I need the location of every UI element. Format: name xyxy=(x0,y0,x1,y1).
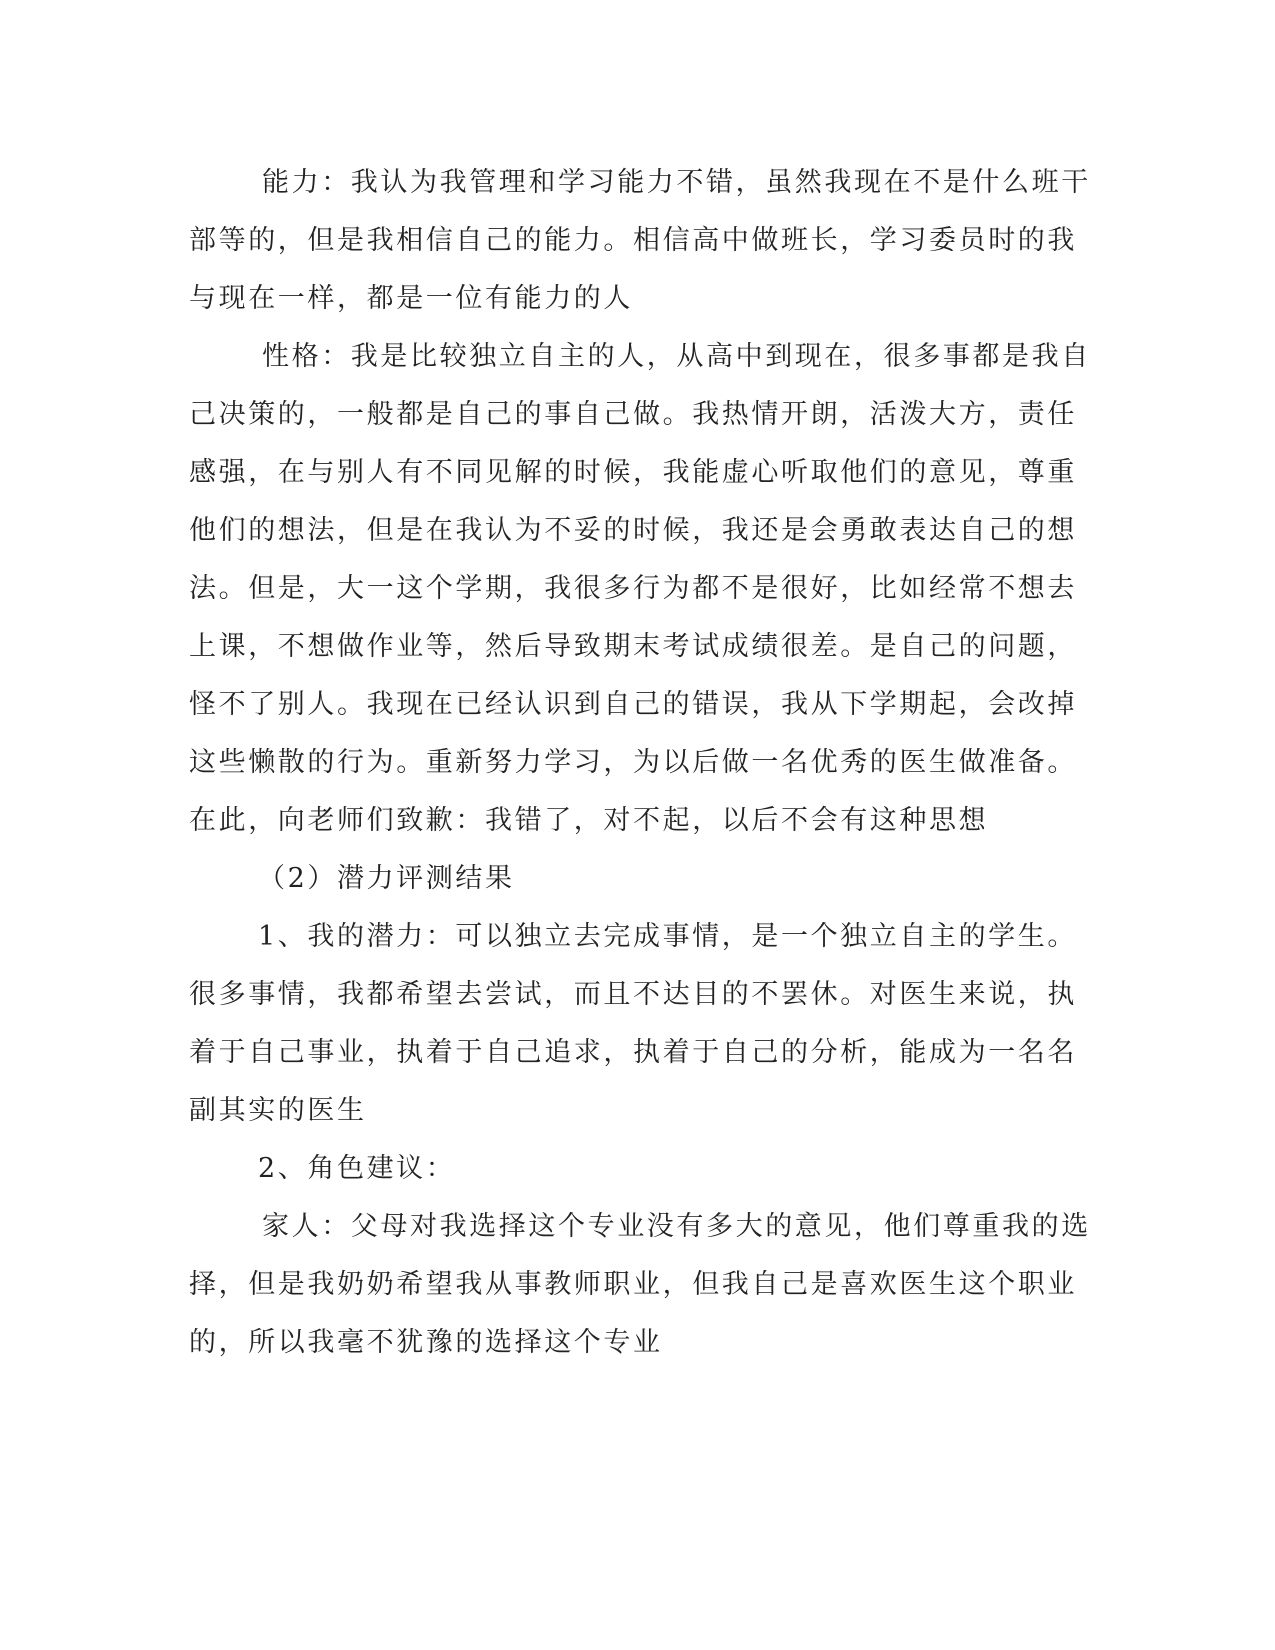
paragraph-personality-line-7: 怪不了别人。我现在已经认识到自己的错误，我从下学期起，会改掉 xyxy=(189,689,1077,720)
paragraph-personality-line-3: 感强，在与别人有不同见解的时候，我能虚心听取他们的意见，尊重 xyxy=(189,457,1077,488)
paragraph-personality-line-2: 己决策的，一般都是自己的事自己做。我热情开朗，活泼大方，责任 xyxy=(189,399,1077,430)
section-heading-potential: （2）潜力评测结果 xyxy=(258,863,515,894)
subheading-role-suggestion: 2、角色建议： xyxy=(258,1153,456,1184)
paragraph-personality-line-6: 上课，不想做作业等，然后导致期末考试成绩很差。是自己的问题， xyxy=(189,631,1077,662)
paragraph-family-line-1: 家人：父母对我选择这个专业没有多大的意见，他们尊重我的选 xyxy=(262,1211,1091,1242)
paragraph-personality-line-9: 在此，向老师们致歉：我错了，对不起，以后不会有这种思想 xyxy=(189,805,989,836)
paragraph-personality-line-1: 性格：我是比较独立自主的人，从高中到现在，很多事都是我自 xyxy=(262,341,1091,372)
paragraph-potential-line-3: 着于自己事业，执着于自己追求，执着于自己的分析，能成为一名名 xyxy=(189,1037,1077,1068)
paragraph-potential-line-1: 1、我的潜力：可以独立去完成事情，是一个独立自主的学生。 xyxy=(258,921,1077,952)
paragraph-personality-line-5: 法。但是，大一这个学期，我很多行为都不是很好，比如经常不想去 xyxy=(189,573,1077,604)
paragraph-personality-line-8: 这些懒散的行为。重新努力学习，为以后做一名优秀的医生做准备。 xyxy=(189,747,1077,778)
paragraph-family-line-2: 择，但是我奶奶希望我从事教师职业，但我自己是喜欢医生这个职业 xyxy=(189,1269,1077,1300)
paragraph-ability-line-3: 与现在一样，都是一位有能力的人 xyxy=(189,283,633,314)
paragraph-potential-line-4: 副其实的医生 xyxy=(189,1095,367,1126)
paragraph-ability-line-2: 部等的，但是我相信自己的能力。相信高中做班长，学习委员时的我 xyxy=(189,225,1077,256)
paragraph-potential-line-2: 很多事情，我都希望去尝试，而且不达目的不罢休。对医生来说，执 xyxy=(189,979,1077,1010)
paragraph-family-line-3: 的，所以我毫不犹豫的选择这个专业 xyxy=(189,1327,663,1358)
paragraph-personality-line-4: 他们的想法，但是在我认为不妥的时候，我还是会勇敢表达自己的想 xyxy=(189,515,1077,546)
paragraph-ability-line-1: 能力：我认为我管理和学习能力不错，虽然我现在不是什么班干 xyxy=(262,167,1091,198)
